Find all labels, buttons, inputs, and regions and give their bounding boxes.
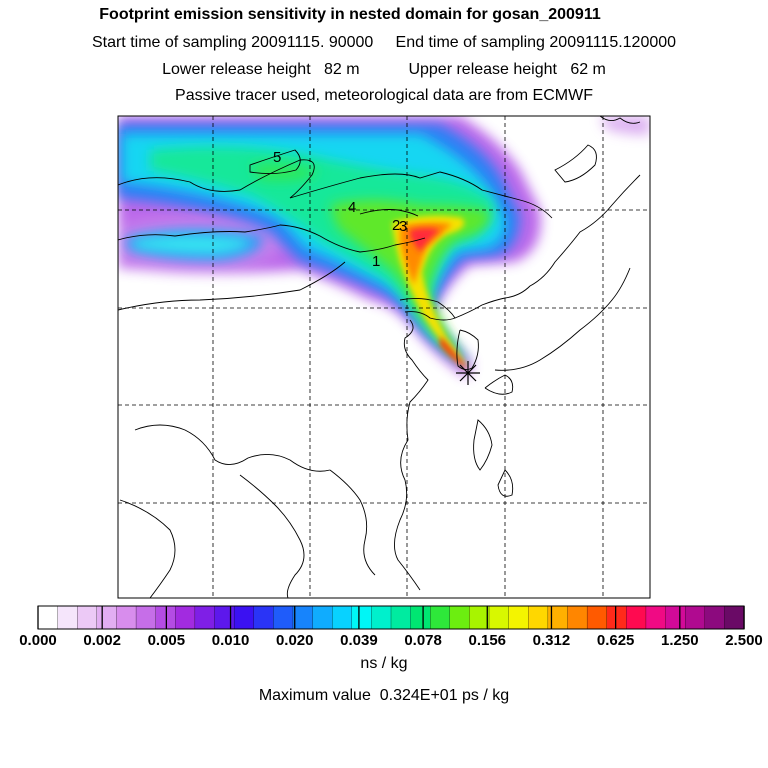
color-scale-cell	[685, 606, 705, 629]
trajectory-label-3: 3	[399, 218, 408, 235]
color-scale-tick-label: 0.078	[404, 632, 442, 649]
color-scale-cell	[273, 606, 293, 629]
color-scale-cells	[38, 606, 745, 629]
color-scale-tick-label: 1.250	[661, 632, 699, 649]
color-scale-cell	[489, 606, 509, 629]
color-scale-cell	[38, 606, 58, 629]
color-scale-cell	[646, 606, 666, 629]
color-scale-cell	[332, 606, 352, 629]
trajectory-label-5: 5	[273, 149, 282, 166]
color-scale-units: ns / kg	[360, 655, 408, 672]
color-scale-tick-label: 0.039	[340, 632, 378, 649]
color-scale-cell	[607, 606, 627, 629]
color-scale-tick-label: 0.005	[147, 632, 186, 649]
color-scale-cell	[215, 606, 235, 629]
color-scale-tick-label: 0.156	[468, 632, 507, 649]
color-scale-cell	[391, 606, 411, 629]
color-scale-cell	[724, 606, 744, 629]
trajectory-label-1: 1	[372, 253, 381, 270]
color-scale-cell	[77, 606, 97, 629]
map-title: Footprint emission sensitivity in nested domain for gosan_200911	[99, 6, 601, 23]
color-scale-cell	[195, 606, 215, 629]
color-scale-cell	[469, 606, 489, 629]
color-scale-cell	[293, 606, 313, 629]
color-scale-tick-label: 0.002	[83, 632, 121, 649]
color-scale-cell	[352, 606, 372, 629]
color-scale-cell	[116, 606, 136, 629]
color-scale-cell	[626, 606, 646, 629]
color-scale-cell	[234, 606, 254, 629]
release-height-line: Lower release height 82 m Upper release height 62 m	[162, 61, 606, 78]
tracer-info-line: Passive tracer used, meteorological data are from ECMWF	[175, 87, 593, 104]
color-scale-cell	[450, 606, 470, 629]
color-scale-cell	[528, 606, 548, 629]
color-scale-cell	[136, 606, 156, 629]
color-scale-cell	[666, 606, 686, 629]
color-scale-cell	[313, 606, 333, 629]
color-scale-cell	[587, 606, 607, 629]
color-scale-cell	[175, 606, 195, 629]
color-scale-cell	[58, 606, 78, 629]
maximum-value-note: Maximum value 0.324E+01 ps / kg	[258, 687, 510, 704]
color-scale-cell	[411, 606, 431, 629]
sampling-time-line: Start time of sampling 20091115. 90000 End time of sampling 20091115.120000	[91, 34, 677, 51]
color-scale-tick-label: 0.625	[596, 632, 635, 649]
color-scale-tick-label: 0.312	[532, 632, 571, 649]
color-scale-cell	[97, 606, 117, 629]
color-scale-cell	[705, 606, 725, 629]
color-scale-tick-label: 0.020	[275, 632, 314, 649]
trajectory-label-4: 4	[348, 199, 357, 216]
color-scale-labels	[19, 632, 763, 649]
color-scale-tick-label: 0.010	[211, 632, 250, 649]
color-scale-cell	[371, 606, 391, 629]
color-scale-tick-label: 2.500	[725, 632, 763, 649]
color-scale-cell	[254, 606, 274, 629]
trajectory-label-2: 2	[392, 217, 401, 234]
color-scale-cell	[430, 606, 450, 629]
color-scale-cell	[509, 606, 529, 629]
color-scale-tick-label: 0.000	[19, 632, 57, 649]
color-scale-cell	[568, 606, 588, 629]
